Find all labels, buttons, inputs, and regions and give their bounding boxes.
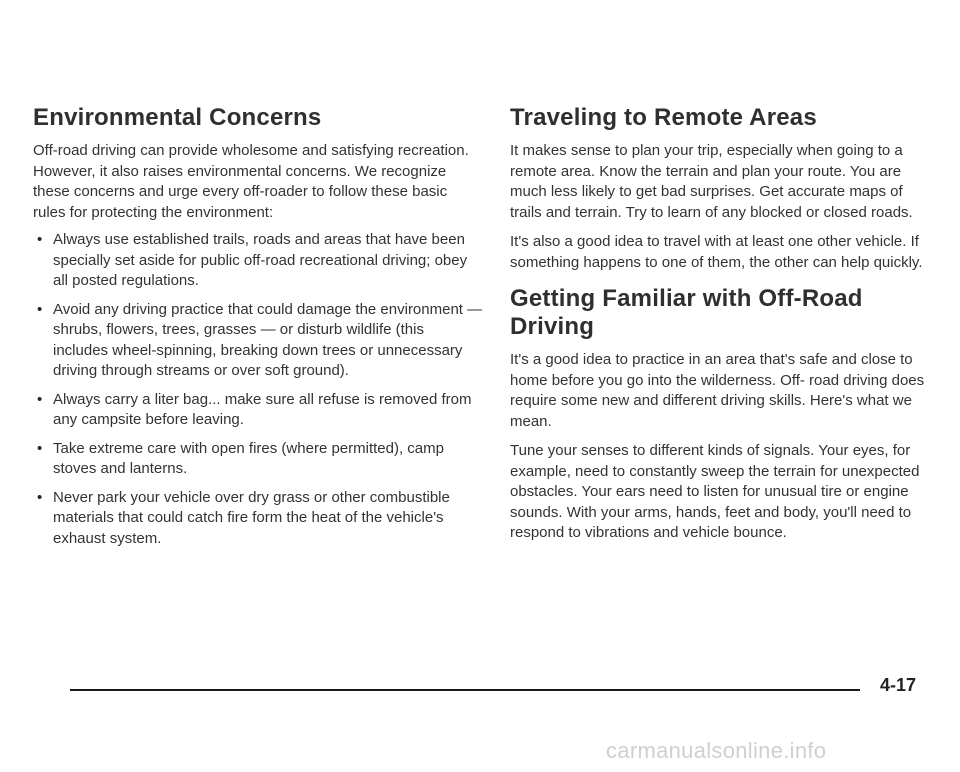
watermark-site: carmanualsonline.info — [606, 738, 827, 763]
list-item: • Always use established trails, roads and areas that have been specially set aside for public off-road recreational driving; obey all posted regulations. — [37, 231, 468, 289]
remote-paragraph-2: It's also a good idea to travel with at least one other vehicle. If something happens to one of them, the other can help quickly. — [510, 233, 923, 271]
footer-rule — [70, 689, 860, 691]
list-item: • Always carry a liter bag... make sure all refuse is removed from any campsite before leaving. — [37, 390, 472, 428]
rules-list — [33, 230, 483, 549]
right-column — [510, 104, 932, 544]
section-heading-environmental-concerns: Environmental Concerns — [33, 104, 322, 131]
section-heading-traveling-remote: Traveling to Remote Areas — [510, 104, 817, 131]
list-item: • Avoid any driving practice that could damage the environment — shrubs, flowers, trees, grasses — or disturb wildlife (this includes wheel-spinning, breaking down trees or unnecessary driving through streams or over soft ground). — [37, 300, 483, 379]
list-item: • Take extreme care with open fires (where permitted), camp stoves and lanterns. — [37, 439, 444, 477]
familiar-paragraph-1: It's a good idea to practice in an area that's safe and close to home before you go into the wilderness. Off- road driving does require some new and different driving skills. Here's what we mean. — [510, 351, 925, 430]
bullet-icon: • — [37, 488, 43, 506]
page-number: 4-17 — [880, 675, 917, 695]
remote-paragraph-1: It makes sense to plan your trip, especially when going to a remote area. Know the terrain and plan your route. You are much less likely to get bad surprises. Get accurate maps of trails and terrain. Try to learn of any blocked or closed roads. — [510, 142, 913, 221]
section-heading-getting-familiar: Getting Familiar with Off-Road Driving — [510, 285, 863, 340]
bullet-icon: • — [37, 300, 43, 318]
list-item: • Never park your vehicle over dry grass or other combustible materials that could catch fire form the heat of the vehicle's exhaust system. — [37, 488, 450, 547]
familiar-paragraph-2: Tune your senses to different kinds of signals. Your eyes, for example, need to constantly sweep the terrain for unexpected obstacles. Your ears need to listen for unusual tire or engine sounds. With your arms, hands, feet and body, you'll need to respond to vibrations and vehicle bounce. — [510, 442, 920, 541]
bullet-icon: • — [37, 439, 43, 457]
bullet-icon: • — [37, 390, 43, 408]
left-column — [33, 104, 483, 557]
bullet-icon: • — [37, 231, 43, 248]
intro-paragraph: Off-road driving can provide wholesome and satisfying recreation. However, it also raises environmental concerns. We recognize these concerns and urge every off-roader to follow these basic rules for protecting the environment: — [33, 142, 469, 221]
